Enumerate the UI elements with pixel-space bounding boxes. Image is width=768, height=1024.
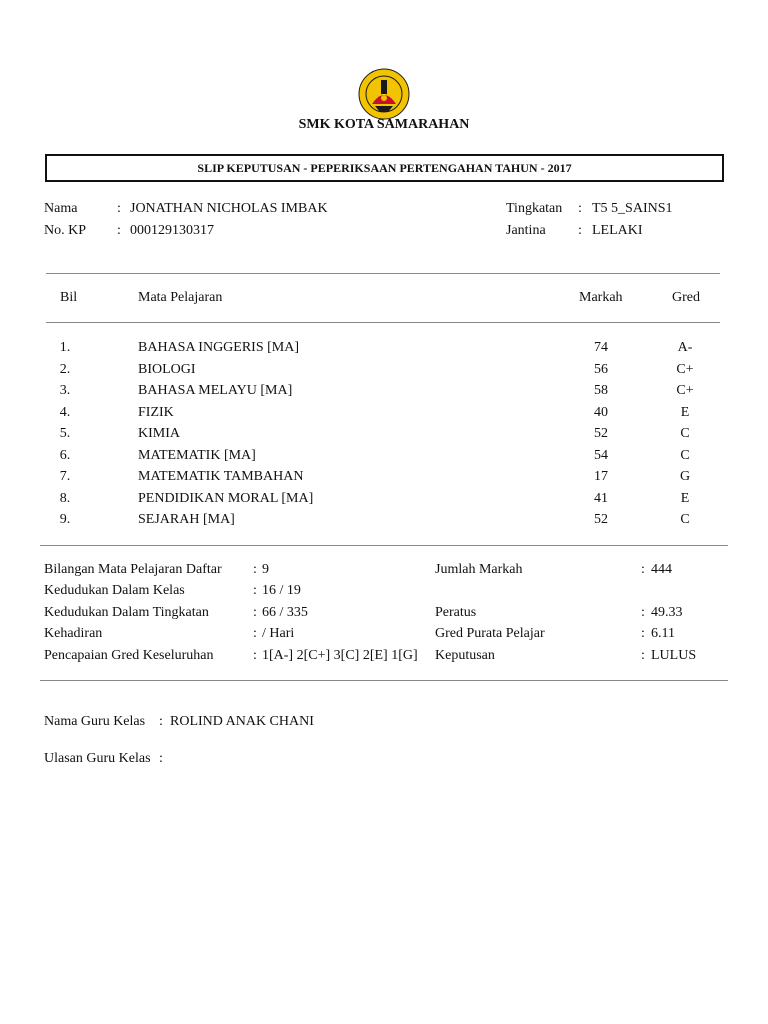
row-gred: C bbox=[680, 512, 690, 527]
nama-label: Nama bbox=[44, 201, 78, 216]
guru-label: Nama Guru Kelas bbox=[44, 714, 146, 729]
tingkatan-label: Tingkatan bbox=[506, 201, 563, 216]
school-crest-icon bbox=[358, 68, 410, 120]
row-markah: 56 bbox=[594, 361, 608, 377]
student-tingkatan: T5 5_SAINS1 bbox=[592, 201, 673, 216]
kp-label: No. KP bbox=[44, 223, 87, 238]
divider bbox=[40, 545, 728, 546]
summary-value: LULUS bbox=[651, 648, 697, 663]
separator: : bbox=[641, 562, 645, 577]
student-jantina: LELAKI bbox=[592, 223, 643, 238]
summary-label: Peratus bbox=[435, 605, 477, 620]
separator: : bbox=[253, 605, 257, 620]
separator: : bbox=[159, 714, 163, 729]
separator: : bbox=[641, 648, 645, 663]
separator: : bbox=[253, 648, 257, 663]
summary-label: Bilangan Mata Pelajaran Daftar bbox=[44, 562, 222, 577]
row-subject: BAHASA MELAYU [MA] bbox=[138, 383, 293, 398]
row-bil: 7. bbox=[59, 469, 71, 484]
summary-label: Pencapaian Gred Keseluruhan bbox=[44, 648, 214, 663]
row-markah: 17 bbox=[594, 469, 608, 484]
summary-label: Kedudukan Dalam Kelas bbox=[44, 583, 185, 598]
row-bil: 9. bbox=[59, 512, 71, 527]
row-subject: MATEMATIK [MA] bbox=[138, 447, 256, 463]
row-markah: 52 bbox=[594, 512, 608, 527]
separator: : bbox=[253, 626, 257, 641]
row-bil: 1. bbox=[59, 340, 71, 355]
row-gred: E bbox=[680, 404, 690, 420]
slip-title: SLIP KEPUTUSAN - PEPERIKSAAN PERTENGAHAN TAHUN - 2017 bbox=[45, 154, 724, 182]
separator: : bbox=[159, 751, 163, 766]
row-subject: BIOLOGI bbox=[138, 361, 196, 377]
row-subject: FIZIK bbox=[138, 404, 174, 420]
row-bil: 2. bbox=[59, 361, 71, 377]
row-bil: 4. bbox=[59, 404, 71, 420]
school-name: SMK KOTA SAMARAHAN bbox=[298, 117, 470, 132]
row-gred: C+ bbox=[676, 383, 694, 398]
summary-value: 16 / 19 bbox=[262, 583, 301, 598]
ulasan-label: Ulasan Guru Kelas bbox=[44, 751, 151, 766]
separator: : bbox=[253, 583, 257, 598]
separator: : bbox=[117, 201, 121, 216]
separator: : bbox=[117, 223, 121, 238]
separator: : bbox=[253, 562, 257, 577]
separator: : bbox=[641, 605, 645, 620]
divider bbox=[46, 322, 720, 323]
row-bil: 6. bbox=[59, 447, 71, 463]
summary-value: 1[A-] 2[C+] 3[C] 2[E] 1[G] bbox=[262, 648, 418, 663]
summary-value: 9 bbox=[262, 562, 269, 577]
summary-value: 444 bbox=[651, 562, 672, 577]
row-subject: MATEMATIK TAMBAHAN bbox=[138, 469, 304, 484]
divider bbox=[40, 680, 728, 681]
header-markah: Markah bbox=[579, 290, 623, 305]
row-gred: C+ bbox=[676, 361, 694, 377]
row-markah: 58 bbox=[594, 383, 608, 398]
header-bil: Bil bbox=[60, 290, 78, 305]
separator: : bbox=[578, 201, 582, 216]
student-kp: 000129130317 bbox=[130, 223, 214, 238]
row-markah: 74 bbox=[594, 340, 608, 355]
separator: : bbox=[641, 626, 645, 641]
row-markah: 41 bbox=[594, 490, 608, 506]
row-gred: A- bbox=[677, 340, 693, 355]
summary-label: Keputusan bbox=[435, 648, 495, 663]
summary-label: Jumlah Markah bbox=[435, 562, 523, 577]
summary-label: Gred Purata Pelajar bbox=[435, 626, 545, 641]
row-markah: 40 bbox=[594, 404, 608, 420]
jantina-label: Jantina bbox=[506, 223, 546, 238]
header-subject: Mata Pelajaran bbox=[138, 290, 223, 305]
row-markah: 52 bbox=[594, 426, 608, 441]
guru-name: ROLIND ANAK CHANI bbox=[170, 714, 314, 729]
row-subject: KIMIA bbox=[138, 426, 180, 441]
row-subject: BAHASA INGGERIS [MA] bbox=[138, 340, 300, 355]
summary-label: Kedudukan Dalam Tingkatan bbox=[44, 605, 209, 620]
header-gred: Gred bbox=[672, 290, 700, 305]
row-gred: G bbox=[679, 469, 691, 484]
summary-value: 6.11 bbox=[651, 626, 675, 641]
row-bil: 8. bbox=[59, 490, 71, 506]
row-markah: 54 bbox=[594, 447, 608, 463]
summary-value: 49.33 bbox=[651, 605, 683, 620]
row-subject: PENDIDIKAN MORAL [MA] bbox=[138, 490, 314, 506]
row-gred: C bbox=[680, 426, 690, 441]
summary-label: Kehadiran bbox=[44, 626, 103, 641]
separator: : bbox=[578, 223, 582, 238]
row-gred: E bbox=[680, 490, 690, 506]
row-bil: 3. bbox=[59, 383, 71, 398]
divider bbox=[46, 273, 720, 274]
row-gred: C bbox=[680, 447, 690, 463]
row-bil: 5. bbox=[59, 426, 71, 441]
summary-value: / Hari bbox=[262, 626, 295, 641]
row-subject: SEJARAH [MA] bbox=[138, 512, 235, 527]
student-name: JONATHAN NICHOLAS IMBAK bbox=[130, 201, 328, 216]
summary-value: 66 / 335 bbox=[262, 605, 308, 620]
